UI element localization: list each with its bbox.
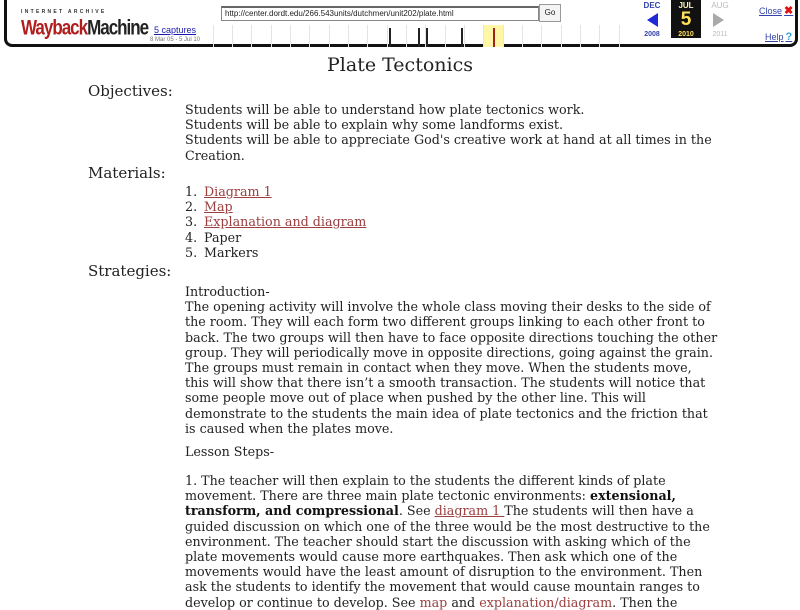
material-item: 3. Explanation and diagram: [185, 214, 367, 230]
arrow-right-icon: [713, 13, 724, 27]
wayback-toolbar: [4, 0, 798, 47]
material-item: 1. Diagram 1: [185, 184, 272, 199]
diagram-1-link[interactable]: Diagram 1: [204, 184, 272, 199]
captures-info: [143, 25, 207, 43]
help-icon: ?: [785, 31, 793, 43]
date-navigator: [635, 0, 743, 44]
capture-mark[interactable]: [426, 28, 428, 47]
prev-capture[interactable]: DEC 2008: [643, 1, 661, 38]
capture-mark-current[interactable]: [493, 28, 495, 47]
arrow-left-icon[interactable]: [647, 13, 658, 27]
material-item: 4. Paper: [185, 229, 242, 245]
strategies-heading: Strategies:: [88, 262, 172, 280]
diagram-1-inline-link[interactable]: diagram 1: [434, 503, 505, 519]
introduction-label: Introduction-: [185, 284, 270, 299]
capture-mark[interactable]: [389, 28, 391, 47]
materials-heading: Materials:: [88, 164, 166, 182]
lesson-step-1: 1. The teacher will then explain to the students the different kinds of plate movement. There are three main plate tectonic environments: extensional, transform, and compressional. See diagram 1 The students will then have a guided discussion on which one of the three would be the most destructive to the environment. The teacher should start the discussion with asking which of the plate movements would cause more earthquakes. Then ask which one of the movements would have the least amount of disruption to the environment. Then ask the students to identify the movement that would cause mountain ranges to develop or continue to develop. See map and explanation/diagram. Then the: [185, 473, 710, 610]
objectives-list: Students will be able to understand how plate tectonics work. Students will be able to explain why some landforms exist. Students will be able to appreciate God's creative work at hand at all times in the Creation.: [185, 102, 712, 163]
close-button[interactable]: Close ✖: [759, 5, 794, 17]
explanation-diagram-inline-link[interactable]: explanation/diagram: [479, 594, 613, 610]
help-button[interactable]: Help ?: [765, 31, 793, 43]
capture-mark[interactable]: [461, 28, 463, 47]
lesson-steps-label: Lesson Steps-: [185, 444, 275, 459]
captures-range: 8 Mar 05 - 5 Jul 10: [149, 37, 201, 43]
url-input[interactable]: http://center.dordt.edu/266.543units/dutchmen/unit202/plate.html: [221, 6, 539, 21]
logo-wayback-machine-text: WaybackMachine: [21, 15, 149, 40]
material-item: 2. Map: [185, 199, 233, 215]
captures-link[interactable]: 5 captures: [153, 25, 197, 35]
page-title: Plate Tectonics: [327, 54, 473, 76]
go-button[interactable]: Go: [539, 4, 561, 22]
capture-mark[interactable]: [418, 28, 420, 47]
materials-list: [185, 184, 725, 260]
material-item: 5. Markers: [185, 244, 259, 260]
objectives-heading: Objectives:: [88, 82, 173, 100]
map-link[interactable]: Map: [204, 199, 233, 215]
next-capture: AUG 2011: [711, 1, 729, 38]
capture-timeline[interactable]: [207, 25, 627, 47]
map-inline-link[interactable]: map: [419, 594, 448, 610]
explanation-diagram-link[interactable]: Explanation and diagram: [204, 214, 367, 230]
introduction-section: Introduction- The opening activity will involve the whole class moving their desks to the side of the room. They will each form two different groups linking to each other front to back. The two groups will then have to face opposite directions touching the other group. They will periodically move in opposite directions, going against the grain. The groups must remain in contact when they move. When the students move, this will show that there isn’t a smooth transaction. The students will notice that some people move out of place when pushed by the other line. This will demonstrate to the students the main idea of plate tectonics and the friction that is caused when the plates move.: [185, 284, 725, 436]
close-icon: ✖: [784, 5, 794, 17]
logo-internet-archive-text: INTERNET ARCHIVE: [21, 9, 107, 15]
wayback-logo[interactable]: [21, 9, 149, 40]
current-capture: JUL 5 2010: [671, 0, 701, 38]
